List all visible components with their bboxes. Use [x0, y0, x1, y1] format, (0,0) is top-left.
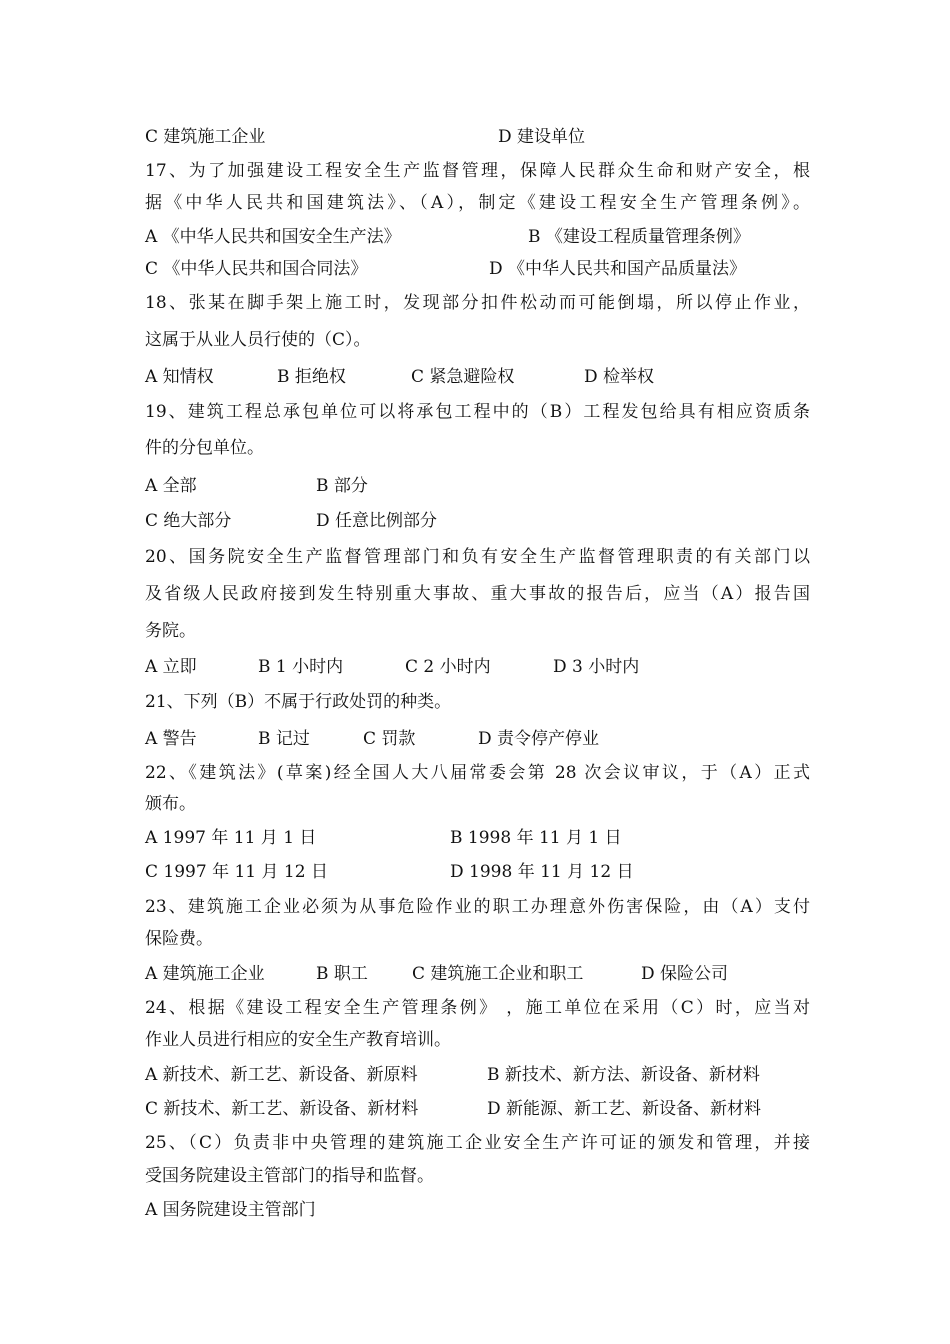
q22-option-c: C 1997 年 11 月 12 日 [145, 862, 328, 882]
q16-option-d: D 建设单位 [498, 127, 586, 147]
q17-option-a: A 《中华人民共和国安全生产法》 [145, 227, 401, 247]
q16-option-c: C 建筑施工企业 [145, 127, 266, 147]
q20-text-line1: 20、国务院安全生产监督管理部门和负有安全生产监督管理职责的有关部门以 [145, 547, 810, 567]
q24-option-c: C 新技术、新工艺、新设备、新材料 [145, 1099, 419, 1119]
q20-text-line3: 务院。 [145, 621, 196, 641]
q18-option-a: A 知情权 [145, 367, 214, 387]
q24-text-line1: 24、根据《建设工程安全生产管理条例》 ，施工单位在采用（C）时，应当对 [145, 998, 810, 1018]
q25-text-line2: 受国务院建设主管部门的指导和监督。 [145, 1166, 434, 1186]
q23-text-line1: 23、建筑施工企业必须为从事危险作业的职工办理意外伤害保险，由（A）支付 [145, 897, 810, 917]
q17-option-d: D 《中华人民共和国产品质量法》 [489, 259, 747, 279]
q23-text-line2: 保险费。 [145, 929, 213, 949]
q20-option-a: A 立即 [145, 657, 197, 677]
q19-option-b: B 部分 [316, 476, 368, 496]
q23-option-c: C 建筑施工企业和职工 [412, 964, 584, 984]
q19-text-line1: 19、建筑工程总承包单位可以将承包工程中的（B）工程发包给具有相应资质条 [145, 402, 810, 422]
q22-text-line2: 颁布。 [145, 794, 196, 814]
q18-text-line2: 这属于从业人员行使的（C）。 [145, 330, 371, 350]
q24-option-d: D 新能源、新工艺、新设备、新材料 [487, 1099, 762, 1119]
q24-option-a: A 新技术、新工艺、新设备、新原料 [145, 1065, 418, 1085]
q24-text-line2: 作业人员进行相应的安全生产教育培训。 [145, 1030, 451, 1050]
q17-text-line2: 据《中华人民共和国建筑法》、（A），制定《建设工程安全生产管理条例》。 [145, 193, 810, 213]
q19-option-d: D 任意比例部分 [316, 511, 438, 531]
q20-option-b: B 1 小时内 [258, 657, 344, 677]
q21-option-c: C 罚款 [363, 729, 416, 749]
q24-option-b: B 新技术、新方法、新设备、新材料 [487, 1065, 760, 1085]
q18-option-d: D 检举权 [584, 367, 655, 387]
q21-option-d: D 责令停产停业 [478, 729, 600, 749]
q19-option-c: C 绝大部分 [145, 511, 232, 531]
q22-option-d: D 1998 年 11 月 12 日 [450, 862, 634, 882]
q18-text-line1: 18、张某在脚手架上施工时，发现部分扣件松动而可能倒塌，所以停止作业， [145, 293, 810, 313]
q23-option-b: B 职工 [316, 964, 368, 984]
q23-option-a: A 建筑施工企业 [145, 964, 265, 984]
q21-option-a: A 警告 [145, 729, 197, 749]
q20-option-c: C 2 小时内 [405, 657, 491, 677]
q23-option-d: D 保险公司 [641, 964, 729, 984]
q19-option-a: A 全部 [145, 476, 197, 496]
q17-option-b: B 《建设工程质量管理条例》 [528, 227, 750, 247]
q20-option-d: D 3 小时内 [553, 657, 640, 677]
q21-text-line1: 21、下列（B）不属于行政处罚的种类。 [145, 692, 452, 712]
q17-text-line1: 17、为了加强建设工程安全生产监督管理，保障人民群众生命和财产安全，根 [145, 161, 810, 181]
q17-option-c: C 《中华人民共和国合同法》 [145, 259, 368, 279]
q18-option-c: C 紧急避险权 [411, 367, 515, 387]
q20-text-line2: 及省级人民政府接到发生特别重大事故、重大事故的报告后，应当（A）报告国 [145, 584, 810, 604]
q18-option-b: B 拒绝权 [277, 367, 346, 387]
q22-option-b: B 1998 年 11 月 1 日 [450, 828, 622, 848]
q25-option-a: A 国务院建设主管部门 [145, 1200, 316, 1220]
q25-text-line1: 25、（C）负责非中央管理的建筑施工企业安全生产许可证的颁发和管理，并接 [145, 1133, 810, 1153]
q19-text-line2: 件的分包单位。 [145, 438, 264, 458]
q21-option-b: B 记过 [258, 729, 310, 749]
q22-text-line1: 22、《建筑法》(草案)经全国人大八届常委会第 28 次会议审议，于（A）正式 [145, 763, 810, 783]
q22-option-a: A 1997 年 11 月 1 日 [145, 828, 317, 848]
